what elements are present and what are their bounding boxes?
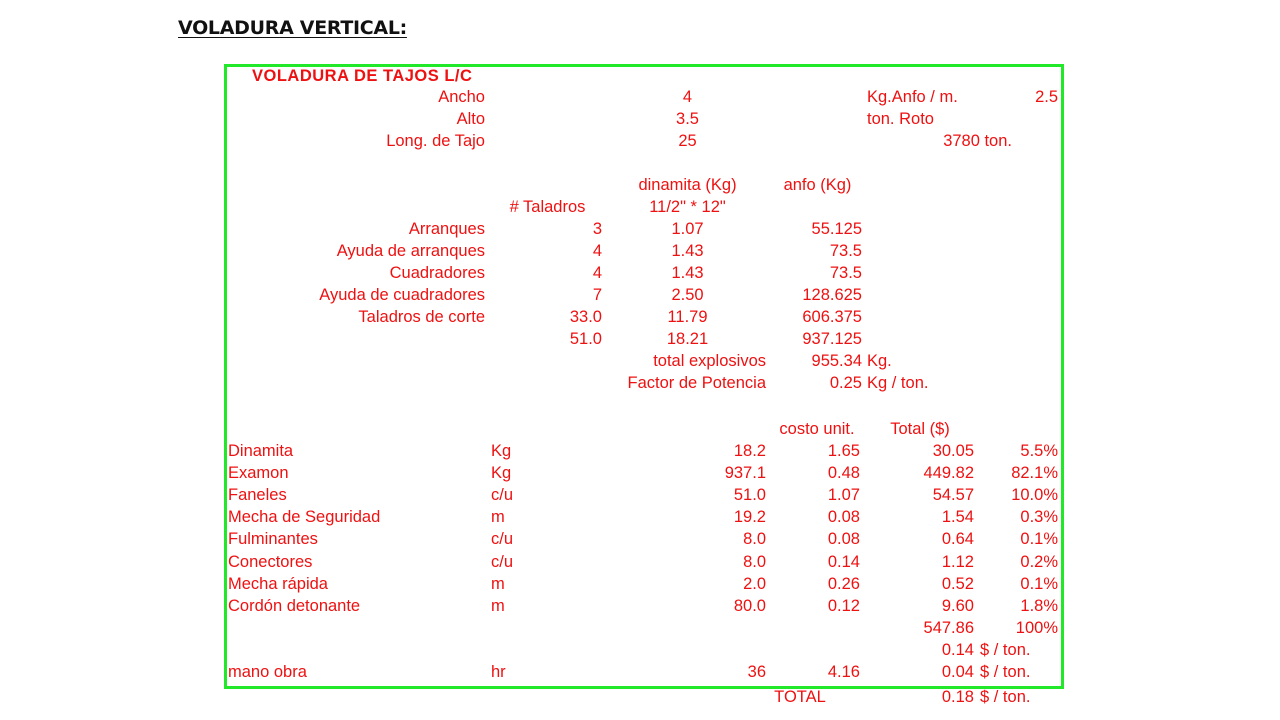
charge-dinamita: 1.07 (671, 220, 704, 238)
cost-total: 449.82 (923, 464, 974, 482)
charge-taladros: 4 (592, 264, 602, 282)
dim-label: Ancho (438, 88, 485, 106)
cost-item: Mecha rápida (228, 575, 328, 593)
grand-total-label: TOTAL (774, 688, 826, 706)
total-unit: Kg. (867, 352, 892, 370)
block-title: VOLADURA DE TAJOS L/C (252, 67, 473, 85)
total-label: total explosivos (653, 352, 766, 370)
charge-label: Taladros de corte (358, 308, 485, 326)
dim-value: 4 (682, 88, 693, 106)
cost-price: 0.08 (827, 508, 860, 526)
cost-price: 1.65 (827, 442, 860, 460)
cost-unit: m (491, 575, 505, 593)
cost-unit: c/u (491, 530, 514, 548)
cost-pct: 5.5% (1020, 442, 1058, 460)
page-heading: VOLADURA VERTICAL: (178, 17, 407, 39)
charge-label: Ayuda de arranques (336, 242, 485, 260)
cost-item: Fulminantes (228, 530, 318, 548)
cost-qty: 51.0 (733, 486, 766, 504)
per-ton-value: 0.14 (941, 641, 974, 659)
charge-taladros: 4 (592, 242, 602, 260)
charge-dinamita: 11.79 (667, 308, 708, 326)
dim-extra-value: 2.5 (1035, 88, 1058, 106)
cost-qty: 80.0 (733, 597, 766, 615)
header-dinamita: dinamita (Kg) (638, 176, 737, 194)
cost-price: 0.48 (827, 464, 860, 482)
cost-header-unit: costo unit. (779, 420, 855, 438)
total-value: 955.34 (811, 352, 862, 370)
cost-total: 1.12 (941, 553, 974, 571)
header-anfo: anfo (Kg) (783, 176, 852, 194)
cost-unit: Kg (491, 464, 512, 482)
cost-qty: 8.0 (743, 530, 766, 548)
charge-label: Ayuda de cuadradores (319, 286, 485, 304)
charge-label: Arranques (408, 220, 485, 238)
dim-label: Long. de Tajo (386, 132, 485, 150)
cost-item: Dinamita (228, 442, 294, 460)
charge-dinamita: 18.21 (666, 330, 709, 348)
charge-taladros: 3 (592, 220, 602, 238)
dim-value: 3.5 (676, 110, 699, 128)
charge-anfo: 73.5 (829, 242, 862, 260)
dim-extra-label: ton. Roto (867, 110, 934, 128)
charge-dinamita: 1.43 (671, 264, 704, 282)
cost-total: 54.57 (932, 486, 974, 504)
header-size: 11/2" * 12" (649, 198, 726, 216)
grand-total-value: 0.18 (941, 688, 974, 706)
cost-unit: m (491, 508, 505, 526)
cost-item: Conectores (228, 553, 313, 571)
cost-item: Faneles (228, 486, 287, 504)
cost-price: 1.07 (827, 486, 860, 504)
cost-qty: 937.1 (724, 464, 766, 482)
cost-qty: 8.0 (743, 553, 766, 571)
cost-unit: c/u (491, 486, 514, 504)
cost-pct: 0.2% (1020, 553, 1058, 571)
grand-total-unit: $ / ton. (980, 688, 1031, 706)
cost-price: 0.08 (827, 530, 860, 548)
cost-pct: 0.1% (1020, 575, 1058, 593)
labor-qty: 36 (747, 663, 766, 681)
cost-unit: Kg (491, 442, 512, 460)
dim-extra-label: Kg.Anfo / m. (867, 88, 958, 106)
cost-total: 0.64 (941, 530, 974, 548)
dim-extra-value: 3780 ton. (943, 132, 1012, 150)
cost-total: 1.54 (941, 508, 974, 526)
charge-taladros: 51.0 (569, 330, 602, 348)
labor-price: 4.16 (827, 663, 860, 681)
dim-value: 25 (678, 132, 697, 150)
cost-item: Cordón detonante (228, 597, 361, 615)
charge-anfo: 55.125 (811, 220, 862, 238)
total-label: Factor de Potencia (627, 374, 766, 392)
charge-anfo: 128.625 (802, 286, 862, 304)
labor-total: 0.04 (941, 663, 974, 681)
cost-header-total: Total ($) (890, 420, 950, 438)
cost-qty: 19.2 (733, 508, 766, 526)
charge-taladros: 33.0 (569, 308, 602, 326)
cost-total: 0.52 (941, 575, 974, 593)
cost-qty: 18.2 (733, 442, 766, 460)
header-taladros: # Taladros (509, 198, 586, 216)
charge-anfo: 73.5 (829, 264, 862, 282)
cost-price: 0.14 (827, 553, 860, 571)
cost-pct: 10.0% (1011, 486, 1058, 504)
cost-total: 9.60 (941, 597, 974, 615)
dim-label: Alto (456, 110, 485, 128)
cost-qty: 2.0 (743, 575, 766, 593)
charge-anfo: 606.375 (802, 308, 862, 326)
cost-price: 0.12 (827, 597, 860, 615)
cost-pct: 0.1% (1020, 530, 1058, 548)
cost-unit: m (491, 597, 505, 615)
charge-dinamita: 1.43 (671, 242, 704, 260)
per-ton-unit: $ / ton. (980, 641, 1031, 659)
subtotal-total: 547.86 (923, 619, 974, 637)
labor-item: mano obra (228, 663, 307, 681)
subtotal-pct: 100% (1015, 619, 1058, 637)
total-value: 0.25 (829, 374, 862, 392)
charge-anfo: 937.125 (802, 330, 862, 348)
cost-price: 0.26 (827, 575, 860, 593)
cost-unit: c/u (491, 553, 514, 571)
charge-taladros: 7 (592, 286, 602, 304)
cost-pct: 0.3% (1020, 508, 1058, 526)
charge-label: Cuadradores (389, 264, 485, 282)
charge-dinamita: 2.50 (671, 286, 704, 304)
cost-item: Examon (228, 464, 289, 482)
labor-pct: $ / ton. (980, 663, 1031, 681)
cost-pct: 82.1% (1011, 464, 1058, 482)
cost-item: Mecha de Seguridad (228, 508, 381, 526)
labor-unit: hr (491, 663, 506, 681)
total-unit: Kg / ton. (867, 374, 929, 392)
cost-pct: 1.8% (1020, 597, 1058, 615)
cost-total: 30.05 (932, 442, 974, 460)
